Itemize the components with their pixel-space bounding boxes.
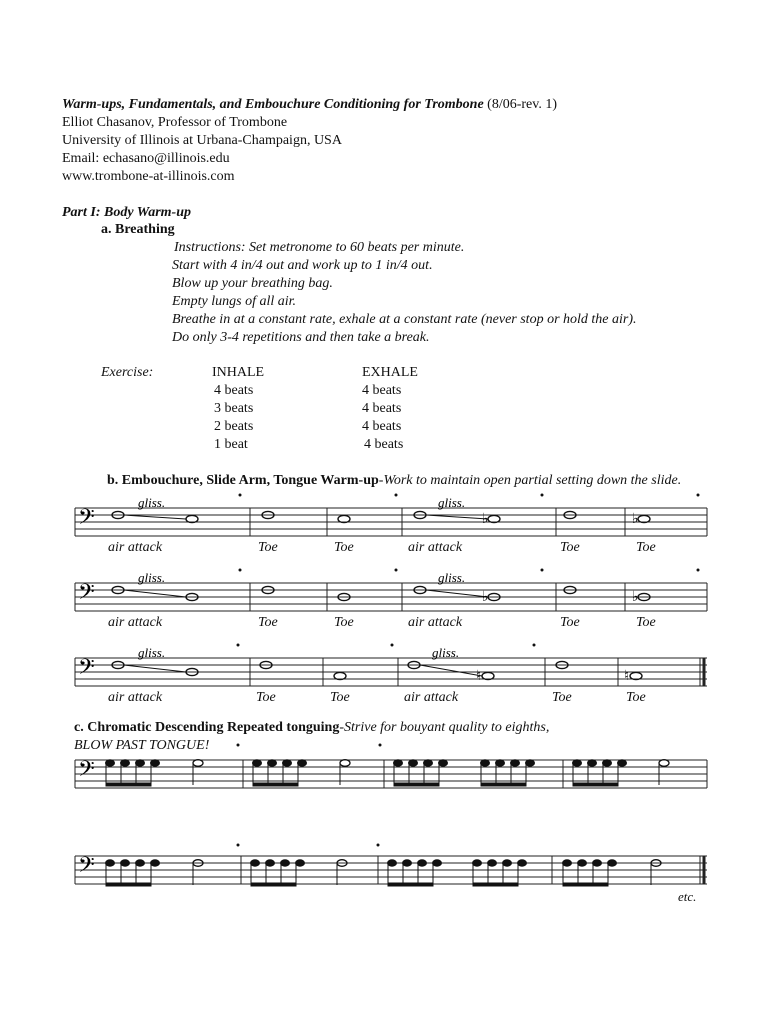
embouchure-heading-line — [107, 472, 681, 489]
instruction-line: Blow up your breathing bag. — [172, 276, 333, 291]
natural-icon: ♮ — [624, 669, 630, 684]
bass-clef-icon: 𝄢 — [78, 655, 95, 684]
chromatic-heading: c. Chromatic Descending Repeated tonguing — [74, 720, 340, 735]
eighth-note-group — [573, 760, 627, 786]
eighth-note-group — [251, 860, 305, 886]
exhale-header: EXHALE — [362, 365, 418, 380]
natural-icon: ♮ — [476, 669, 482, 684]
eighth-note-group — [473, 860, 527, 886]
articulation-label: air attack — [408, 540, 463, 555]
embouchure-heading: b. Embouchure, Slide Arm, Tongue Warm-up — [107, 473, 379, 488]
gliss-marking: gliss. — [432, 645, 460, 660]
bass-clef-icon: 𝄢 — [78, 580, 95, 609]
articulation-label: Toe — [636, 615, 656, 630]
gliss-marking: gliss. — [438, 570, 466, 585]
music-staff-4 — [0, 742, 768, 802]
articulation-label: Toe — [334, 615, 354, 630]
articulation-label: air attack — [108, 690, 163, 705]
eighth-note-group — [253, 760, 307, 786]
instruction-line: Start with 4 in/4 out and work up to 1 in/4 out. — [172, 258, 433, 273]
email: Email: echasano@illinois.edu — [62, 151, 230, 166]
website: www.trombone-at-illinois.com — [62, 169, 235, 184]
bass-clef-icon: 𝄢 — [78, 853, 95, 882]
exhale-cell: 4 beats — [364, 437, 404, 452]
document-title-line — [62, 96, 557, 113]
articulation-label: Toe — [560, 615, 580, 630]
eighth-note-group — [106, 860, 160, 886]
eighth-note-group — [481, 760, 535, 786]
breathing-heading: a. Breathing — [101, 222, 175, 237]
document-revision: (8/06-rev. 1) — [483, 97, 557, 112]
chromatic-instruction: BLOW PAST TONGUE! — [74, 738, 210, 753]
exhale-cell: 4 beats — [362, 383, 402, 398]
author: Elliot Chasanov, Professor of Trombone — [62, 115, 288, 130]
articulation-label: Toe — [258, 540, 278, 555]
music-staff-5 — [0, 838, 768, 898]
inhale-cell: 4 beats — [214, 383, 254, 398]
embouchure-subtitle: -Work to maintain open partial setting down the slide. — [378, 473, 682, 488]
eighth-note-group — [394, 760, 448, 786]
gliss-marking: gliss. — [138, 495, 166, 510]
document-title: Warm-ups, Fundamentals, and Embouchure Conditioning for Trombone — [62, 97, 484, 112]
exercise-label: Exercise: — [101, 365, 154, 380]
chromatic-heading-line — [74, 719, 549, 736]
bass-clef-icon: 𝄢 — [78, 757, 95, 786]
articulation-label: Toe — [258, 615, 278, 630]
articulation-label: Toe — [560, 540, 580, 555]
institution: University of Illinois at Urbana-Champaign, USA — [62, 133, 342, 148]
bass-clef-icon: 𝄢 — [78, 505, 95, 534]
articulation-label: Toe — [334, 540, 354, 555]
inhale-cell: 3 beats — [214, 401, 254, 416]
eighth-note-group — [106, 760, 160, 786]
articulation-label: Toe — [626, 690, 646, 705]
part-heading: Part I: Body Warm-up — [62, 205, 191, 220]
exhale-cell: 4 beats — [362, 419, 402, 434]
gliss-marking: gliss. — [138, 645, 166, 660]
chromatic-subtitle: -Strive for bouyant quality to eighths, — [339, 720, 550, 735]
inhale-cell: 2 beats — [214, 419, 254, 434]
gliss-marking: gliss. — [438, 495, 466, 510]
instruction-line: Breathe in at a constant rate, exhale at a constant rate (never stop or hold the air). — [172, 312, 637, 327]
articulation-label: air attack — [108, 615, 163, 630]
eighth-note-group — [388, 860, 442, 886]
articulation-label: air attack — [408, 615, 463, 630]
exhale-cell: 4 beats — [362, 401, 402, 416]
etc-label: etc. — [678, 889, 697, 904]
articulation-label: Toe — [256, 690, 276, 705]
flat-icon: ♭ — [632, 590, 639, 605]
inhale-cell: 1 beat — [214, 437, 248, 452]
articulation-label: Toe — [552, 690, 572, 705]
instruction-line: Instructions: Set metronome to 60 beats per minute. — [174, 240, 465, 255]
gliss-marking: gliss. — [138, 570, 166, 585]
articulation-label: air attack — [404, 690, 459, 705]
flat-icon: ♭ — [482, 512, 489, 527]
articulation-label: Toe — [330, 690, 350, 705]
instruction-line: Empty lungs of all air. — [172, 294, 297, 309]
instruction-line: Do only 3-4 repetitions and then take a break. — [172, 330, 430, 345]
articulation-label: Toe — [636, 540, 656, 555]
flat-icon: ♭ — [632, 512, 639, 527]
articulation-label: air attack — [108, 540, 163, 555]
inhale-header: INHALE — [212, 365, 265, 380]
flat-icon: ♭ — [482, 590, 489, 605]
eighth-note-group — [563, 860, 617, 886]
